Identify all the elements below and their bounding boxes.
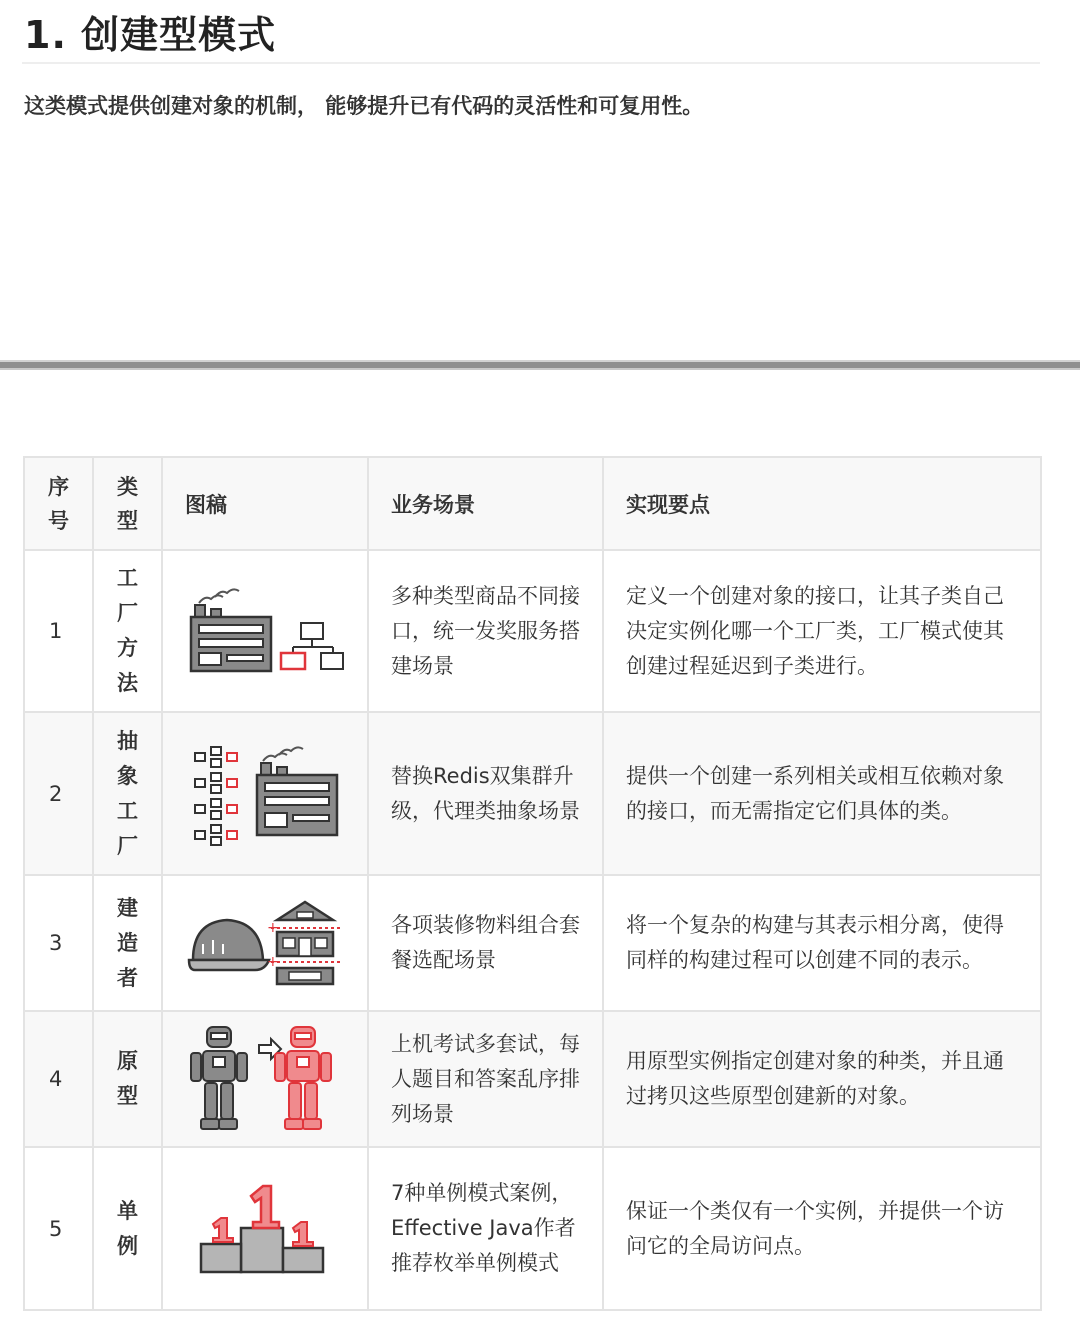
row-scenario: 上机考试多套试，每人题目和答案乱序排列场景 xyxy=(368,1011,603,1147)
table-row xyxy=(24,550,1041,712)
row-index: 5 xyxy=(24,1147,93,1310)
table-row xyxy=(24,1011,1041,1147)
abstract-factory-icon xyxy=(185,739,345,849)
row-scenario: 7种单例模式案例，Effective Java作者推荐枚举单例模式 xyxy=(368,1147,603,1310)
section-separator xyxy=(0,360,1080,370)
row-key-points: 保证一个类仅有一个实例，并提供一个访问它的全局访问点。 xyxy=(603,1147,1041,1310)
row-type-text: 工厂方法 xyxy=(117,566,138,695)
svg-text:+: + xyxy=(267,920,279,936)
header-type xyxy=(93,457,162,550)
row-index: 4 xyxy=(24,1011,93,1147)
row-figure xyxy=(162,875,368,1011)
row-figure xyxy=(162,550,368,712)
factory-method-icon xyxy=(185,581,345,681)
table-row xyxy=(24,712,1041,875)
row-type-text: 建造者 xyxy=(117,895,138,990)
header-scenario: 业务场景 xyxy=(368,457,603,550)
prototype-icon xyxy=(185,1023,345,1135)
row-type-text: 单例 xyxy=(117,1198,138,1258)
singleton-icon xyxy=(185,1174,345,1284)
row-type-text: 原型 xyxy=(117,1049,138,1108)
row-index: 3 xyxy=(24,875,93,1011)
table-header-row xyxy=(24,457,1041,550)
table-row xyxy=(24,875,1041,1011)
row-index: 2 xyxy=(24,712,93,875)
title-divider xyxy=(22,62,1040,64)
row-key-points: 定义一个创建对象的接口，让其子类自己决定实例化哪一个工厂类，工厂模式使其创建过程延迟到子类进行。 xyxy=(603,550,1041,712)
row-scenario: 各项装修物料组合套餐选配场景 xyxy=(368,875,603,1011)
section-title: 1. 创建型模式 xyxy=(24,13,277,57)
row-figure xyxy=(162,1147,368,1310)
header-figure: 图稿 xyxy=(162,457,368,550)
header-index xyxy=(24,457,93,550)
header-index-text: 序号 xyxy=(48,474,69,533)
patterns-table xyxy=(23,456,1042,1311)
row-type-text: 抽象工厂 xyxy=(117,728,138,858)
row-scenario: 替换Redis双集群升级，代理类抽象场景 xyxy=(368,712,603,875)
intro-text: 这类模式提供创建对象的机制， 能够提升已有代码的灵活性和可复用性。 xyxy=(24,94,704,118)
row-key-points: 将一个复杂的构建与其表示相分离，使得同样的构建过程可以创建不同的表示。 xyxy=(603,875,1041,1011)
header-key-points: 实现要点 xyxy=(603,457,1041,550)
header-type-text: 类型 xyxy=(117,474,138,533)
builder-icon xyxy=(185,890,345,996)
row-type xyxy=(93,875,162,1011)
svg-text:+: + xyxy=(267,954,279,970)
row-type xyxy=(93,1147,162,1310)
row-type xyxy=(93,712,162,875)
row-key-points: 用原型实例指定创建对象的种类，并且通过拷贝这些原型创建新的对象。 xyxy=(603,1011,1041,1147)
row-figure xyxy=(162,712,368,875)
row-type xyxy=(93,550,162,712)
row-figure xyxy=(162,1011,368,1147)
row-scenario: 多种类型商品不同接口，统一发奖服务搭建场景 xyxy=(368,550,603,712)
row-type xyxy=(93,1011,162,1147)
table-row xyxy=(24,1147,1041,1310)
row-index: 1 xyxy=(24,550,93,712)
row-key-points: 提供一个创建一系列相关或相互依赖对象的接口，而无需指定它们具体的类。 xyxy=(603,712,1041,875)
